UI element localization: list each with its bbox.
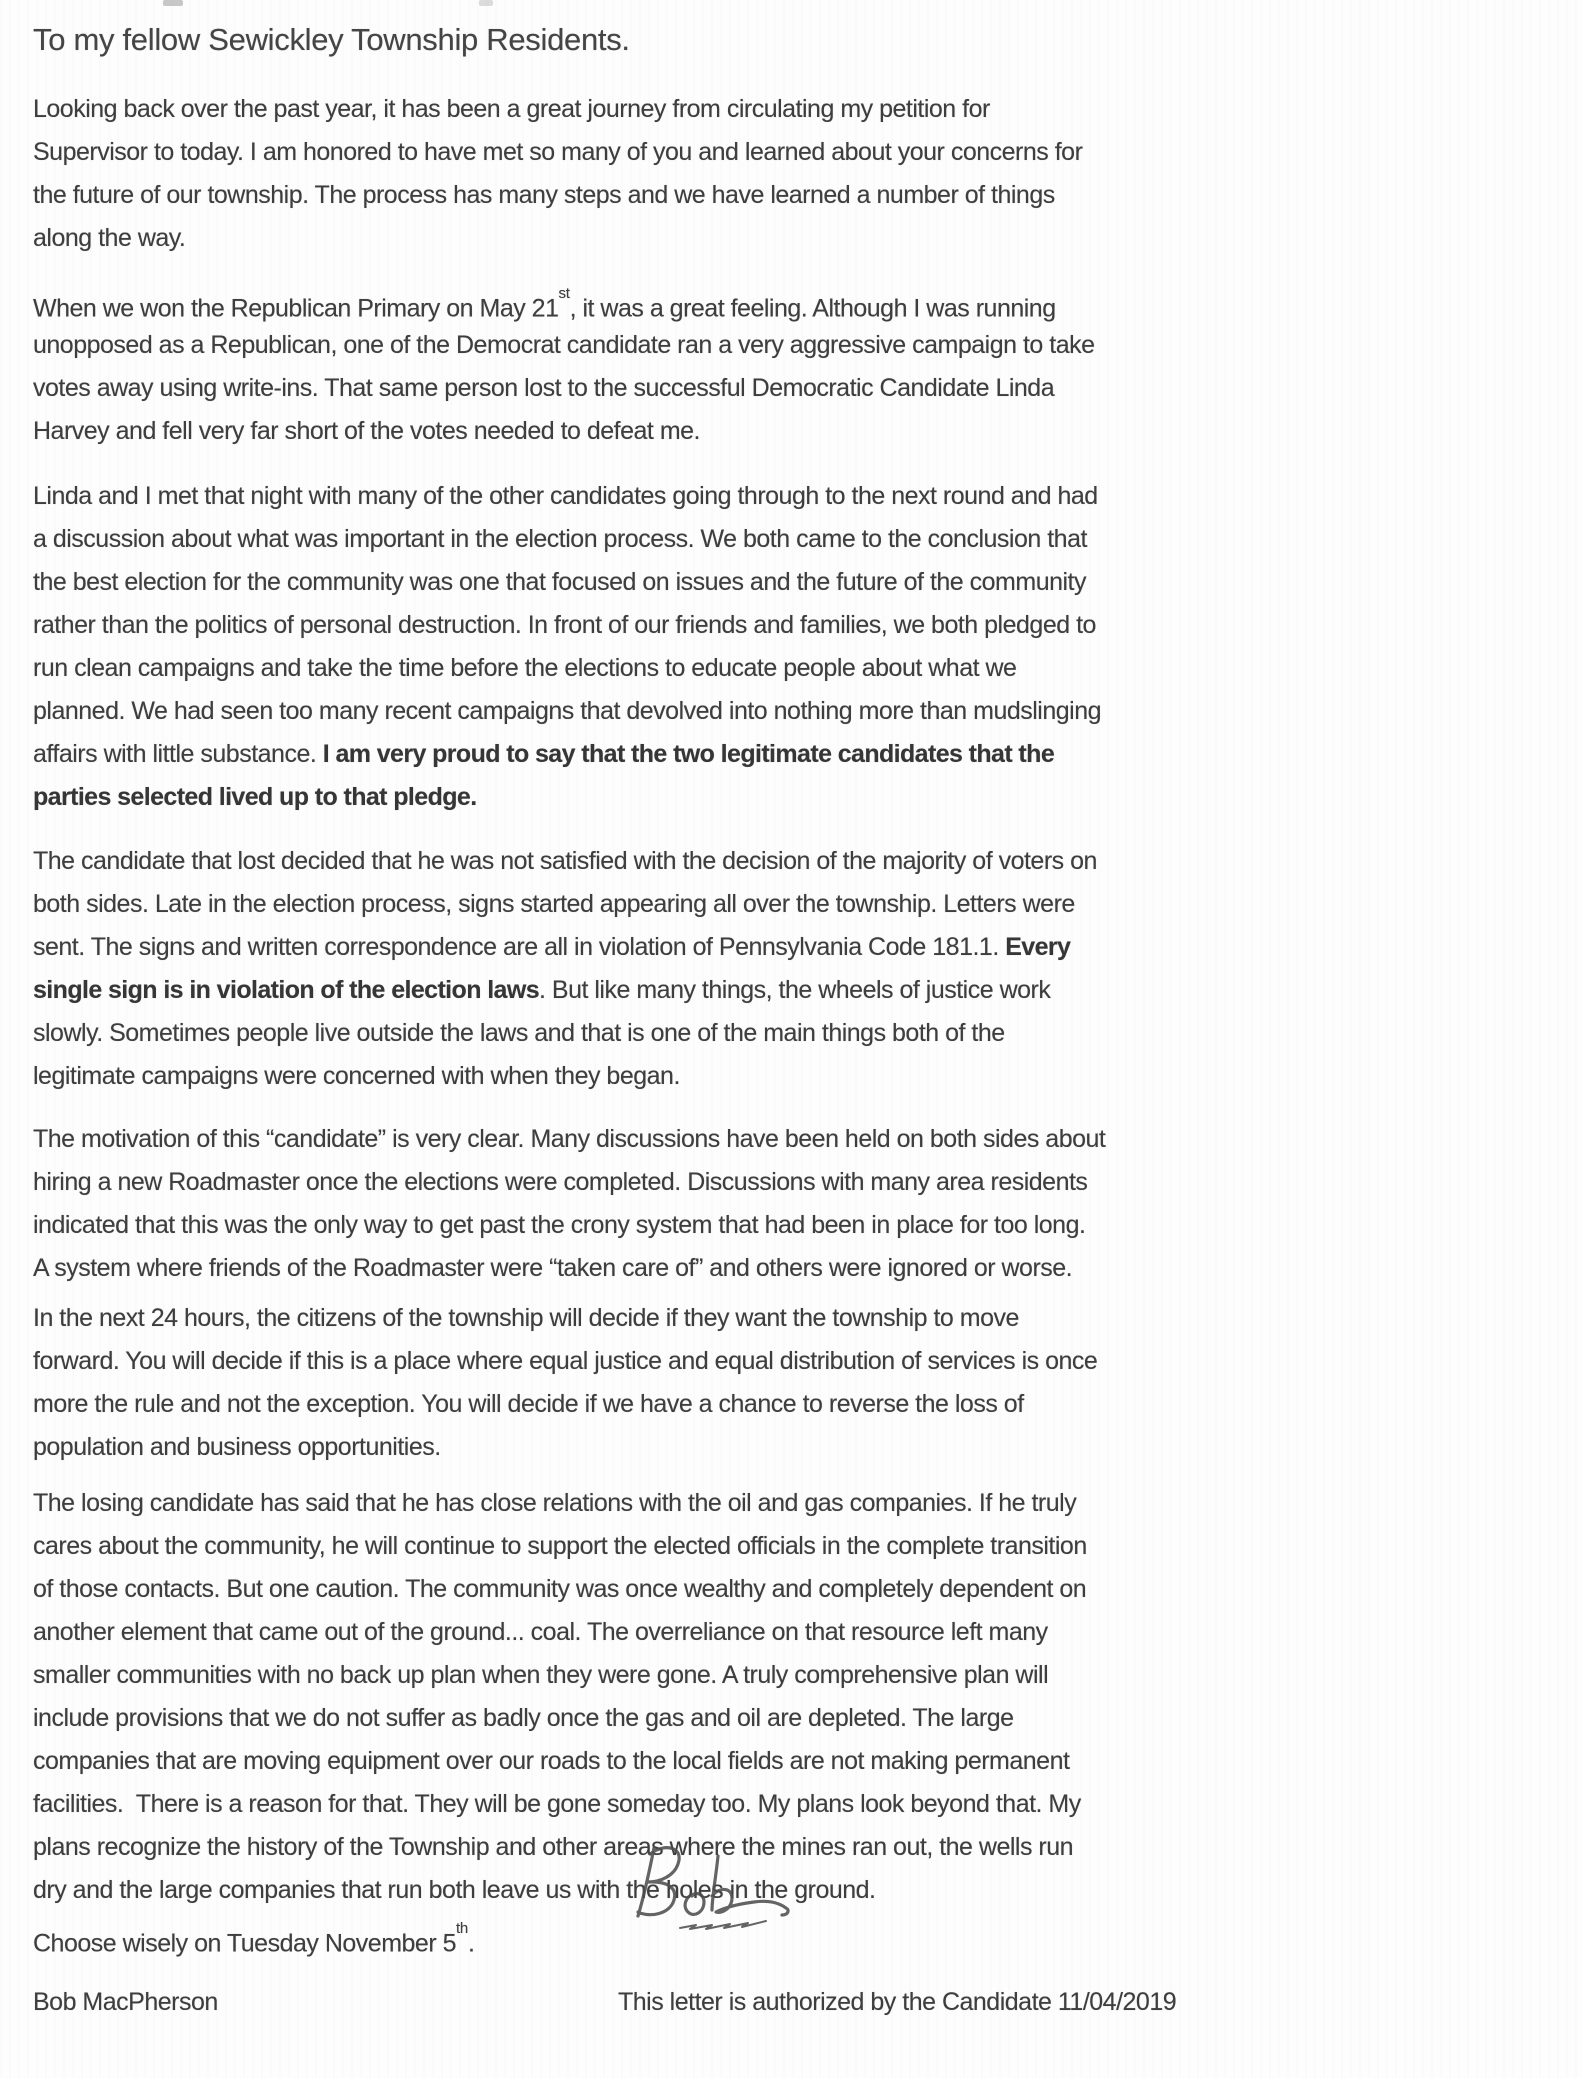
letter-line: Harvey and fell very far short of the votes needed to defeat me. <box>33 417 700 445</box>
scan-artifact <box>163 0 183 6</box>
signature-underline <box>680 1921 766 1929</box>
paragraph-2 <box>33 281 1095 453</box>
paragraph-1 <box>33 88 1082 260</box>
paragraph-5 <box>33 1118 1105 1290</box>
letter-line <box>33 733 1101 776</box>
bold-text-run: Every <box>1005 933 1071 961</box>
letter-line: votes away using write-ins. That same person lost to the successful Democratic Candidate Linda <box>33 374 1055 402</box>
letter-line: plans recognize the history of the Township and other areas where the mines ran out, the wells run <box>33 1833 1074 1861</box>
signer-name: Bob MacPherson <box>33 1988 218 2016</box>
letter-line: include provisions that we do not suffer as badly once the gas and oil are depleted. The large <box>33 1704 1014 1732</box>
letter-line: slowly. Sometimes people live outside the laws and that is one of the main things both of the <box>33 1019 1005 1047</box>
bold-text-run: I am very proud to say that the two legitimate candidates that the <box>322 740 1055 768</box>
letter-line: hiring a new Roadmaster once the elections were completed. Discussions with many area residents <box>33 1168 1088 1196</box>
bold-text-run: parties selected lived up to that pledge. <box>33 783 477 811</box>
ordinal-superscript: st <box>558 285 570 302</box>
text-run: Choose wisely on Tuesday November 5 <box>33 1929 457 1958</box>
text-run: , it was a great feeling. Although I was running <box>569 294 1056 323</box>
letter-line: legitimate campaigns were concerned with when they began. <box>33 1062 680 1090</box>
paragraph-3 <box>33 475 1101 819</box>
letter-line <box>33 776 1101 819</box>
letter-line: rather than the politics of personal destruction. In front of our friends and families, we both pledged to <box>33 611 1096 639</box>
text-run: . But like many things, the wheels of justice work <box>539 976 1051 1004</box>
letter-line <box>33 969 1097 1012</box>
letter-line: The candidate that lost decided that he was not satisfied with the decision of the majority of voters on <box>33 847 1097 875</box>
text-run: affairs with little substance. <box>33 740 323 768</box>
letter-line: more the rule and not the exception. You will decide if we have a chance to reverse the loss of <box>33 1390 1024 1418</box>
letter-line: of those contacts. But one caution. The community was once wealthy and completely dependent on <box>33 1575 1087 1603</box>
letter-line: A system where friends of the Roadmaster were “taken care of” and others were ignored or worse. <box>33 1254 1073 1282</box>
paragraph-4 <box>33 840 1097 1098</box>
ordinal-superscript: th <box>456 1920 468 1937</box>
signature-letter-b <box>712 1856 788 1915</box>
letter-line: cares about the community, he will continue to support the elected officials in the complete transition <box>33 1532 1087 1560</box>
scan-artifact <box>479 0 493 6</box>
letter-line: In the next 24 hours, the citizens of the township will decide if they want the township to move <box>33 1304 1019 1332</box>
letter-line: a discussion about what was important in the election process. We both came to the conclusion that <box>33 525 1087 553</box>
bold-text-run: single sign is in violation of the election laws <box>33 976 540 1004</box>
letter-line: Linda and I met that night with many of the other candidates going through to the next round and had <box>33 482 1098 510</box>
paragraph-7 <box>33 1482 1087 1912</box>
letter-line <box>33 281 1095 324</box>
letter-line: population and business opportunities. <box>33 1433 441 1461</box>
closing-line <box>33 1916 474 1959</box>
text-run: . <box>467 1929 475 1958</box>
letter-line: run clean campaigns and take the time before the elections to educate people about what we <box>33 654 1017 682</box>
letter-line: smaller communities with no back up plan when they were gone. A truly comprehensive plan will <box>33 1661 1049 1689</box>
letter-line: The motivation of this “candidate” is very clear. Many discussions have been held on both sides about <box>33 1125 1106 1153</box>
letter-line: The losing candidate has said that he has close relations with the oil and gas companies. If he truly <box>33 1489 1077 1517</box>
letter-line: Looking back over the past year, it has been a great journey from circulating my petition for <box>33 95 990 123</box>
letter-line: along the way. <box>33 224 186 252</box>
authorization-note: This letter is authorized by the Candidate 11/04/2019 <box>618 1988 1177 2016</box>
letter-line <box>33 926 1097 969</box>
signature-letter-B <box>638 1848 679 1916</box>
letter-line: both sides. Late in the election process, signs started appearing all over the township. Letters were <box>33 890 1075 918</box>
letter-line: Supervisor to today. I am honored to have met so many of you and learned about your concerns for <box>33 138 1083 166</box>
letter-line: planned. We had seen too many recent campaigns that devolved into nothing more than mudslinging <box>33 697 1102 725</box>
letter-line: unopposed as a Republican, one of the Democrat candidate ran a very aggressive campaign to take <box>33 331 1095 359</box>
paragraph-6 <box>33 1297 1097 1469</box>
text-run: When we won the Republican Primary on May 21 <box>33 294 559 323</box>
letter-line: dry and the large companies that run both leave us with the holes in the ground. <box>33 1876 876 1904</box>
letter-line: facilities. There is a reason for that. They will be gone someday too. My plans look beyond that. My <box>33 1790 1081 1818</box>
letter-line: another element that came out of the ground... coal. The overreliance on that resource left many <box>33 1618 1048 1646</box>
letter-line: companies that are moving equipment over our roads to the local fields are not making permanent <box>33 1747 1070 1775</box>
text-run: sent. The signs and written correspondence are all in violation of Pennsylvania Code 181.1. <box>33 933 1006 961</box>
letter-line: the future of our township. The process has many steps and we have learned a number of things <box>33 181 1055 209</box>
letter-line <box>33 1916 474 1959</box>
letter-line: forward. You will decide if this is a place where equal justice and equal distribution of services is once <box>33 1347 1098 1375</box>
letter-salutation: To my fellow Sewickley Township Residents. <box>33 22 630 57</box>
letter-line: the best election for the community was one that focused on issues and the future of the community <box>33 568 1087 596</box>
signature-letter-o <box>685 1894 704 1915</box>
handwritten-signature-bob <box>620 1838 830 1943</box>
letter-line: indicated that this was the only way to get past the crony system that had been in place for too long. <box>33 1211 1086 1239</box>
